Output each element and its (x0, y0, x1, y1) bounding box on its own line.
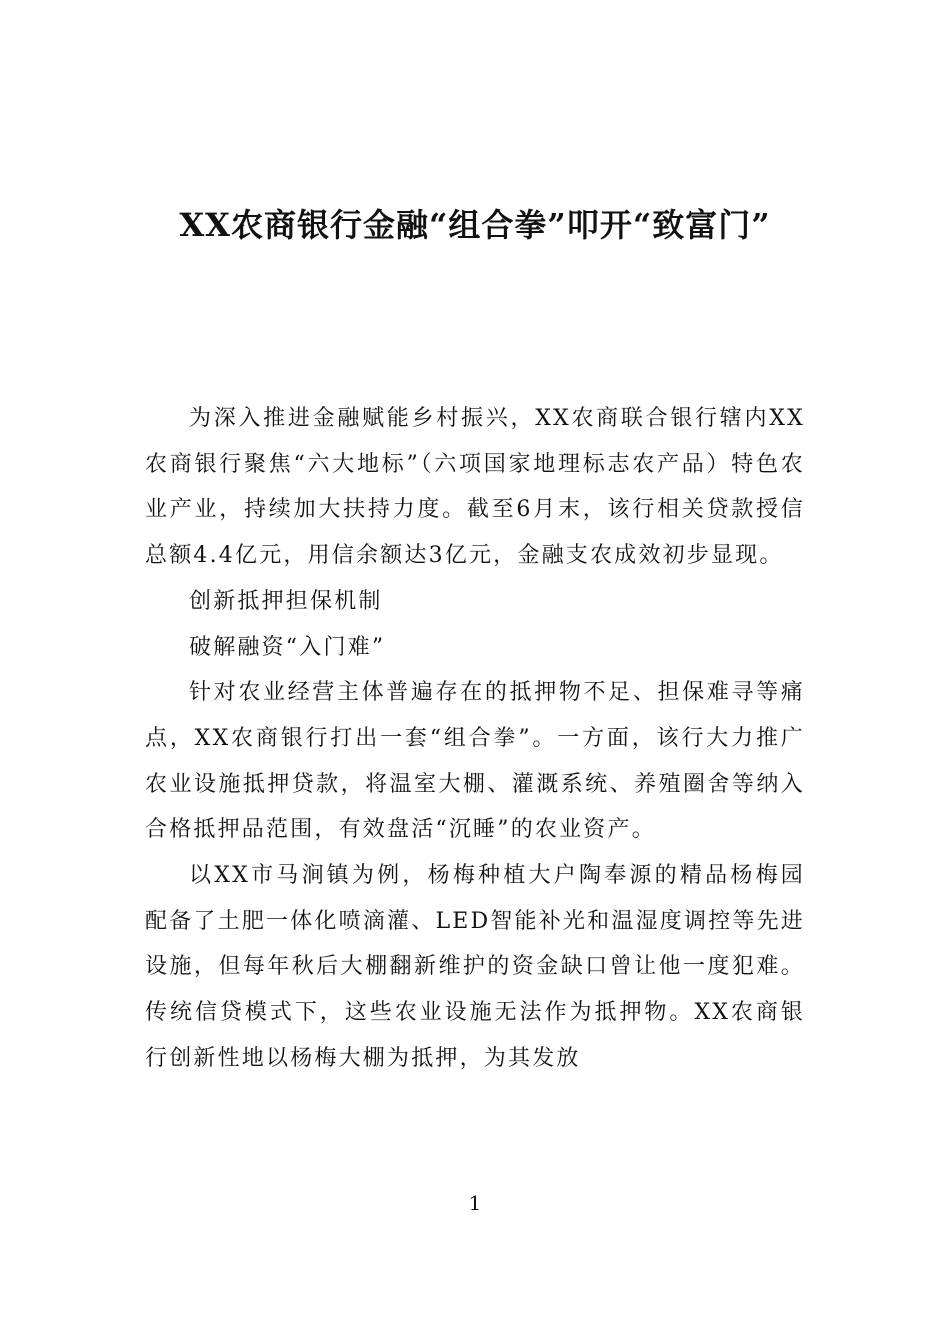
document-title: XX农商银行金融“组合拳”叩开“致富门” (179, 206, 771, 244)
paragraph-intro: 为深入推进金融赋能乡村振兴，XX农商联合银行辖内XX农商银行聚焦“六大地标”（六项国家地理标志农产品）特色农业产业，持续加大扶持力度。截至6月末，该行相关贷款授信总额4.4亿元，用信余额达3亿元，金融支农成效初步显现。 (145, 406, 805, 569)
document-body (145, 396, 805, 1082)
section-heading-line-2: 破解融资“入门难” (189, 634, 386, 660)
page-number: 1 (468, 1191, 482, 1215)
paragraph-example: 以XX市马涧镇为例，杨梅种植大户陶奉源的精品杨梅园配备了土肥一体化喷滴灌、LED智能补光和温湿度调控等先进设施，但每年秋后大棚翻新维护的资金缺口曾让他一度犯难。传统信贷模式下，这些农业设施无法作为抵押物。XX农商银行创新性地以杨梅大棚为抵押，为其发放 (145, 863, 805, 1071)
paragraph-collateral: 针对农业经营主体普遍存在的抵押物不足、担保难寻等痛点，XX农商银行打出一套“组合拳”。一方面，该行大力推广农业设施抵押贷款，将温室大棚、灌溉系统、养殖圈舍等纳入合格抵押品范围，有效盘活“沉睡”的农业资产。 (145, 680, 805, 843)
section-heading-line-1: 创新抵押担保机制 (189, 588, 383, 614)
